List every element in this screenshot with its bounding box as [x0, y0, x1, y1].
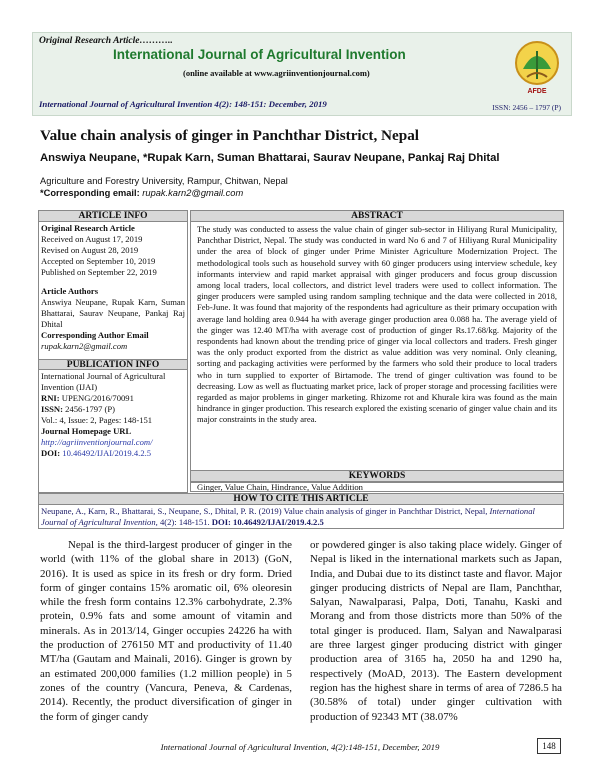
- citation-journal: International Journal of Agricultural Invention,: [41, 506, 535, 527]
- journal-issn: ISSN: 2456 – 1797 (P): [492, 103, 561, 112]
- journal-citation-line: International Journal of Agricultural Invention 4(2): 148-151: December, 2019: [39, 99, 327, 109]
- article-title: Value chain analysis of ginger in Panchthar District, Nepal: [40, 127, 420, 144]
- keywords-heading: KEYWORDS: [191, 471, 563, 482]
- revised-date: Revised on August 28, 2019: [41, 245, 139, 255]
- logo-label: AFDE: [527, 88, 547, 95]
- how-to-cite-text: [39, 505, 563, 529]
- homepage-link[interactable]: http://agriinventionjournal.com/: [41, 437, 153, 447]
- abstract-panel: [190, 210, 564, 483]
- corresponding-email-line: [40, 188, 243, 198]
- page-footer: International Journal of Agricultural Invention, 4(2):148-151, December, 2019: [160, 742, 440, 752]
- received-date: Received on August 17, 2019: [41, 234, 143, 244]
- affiliation: Agriculture and Forestry University, Rampur, Chitwan, Nepal: [40, 176, 288, 186]
- corr-email-heading: Corresponding Author Email: [41, 330, 149, 340]
- citation-vol: 4(2):: [159, 517, 177, 527]
- body-column-left: [40, 538, 292, 724]
- article-dates: [39, 222, 187, 353]
- corresponding-email[interactable]: rupak.karn2@gmail.com: [142, 188, 244, 198]
- keywords-text: Ginger, Value Chain, Hindrance, Value Addition: [197, 482, 363, 492]
- rni-label: RNI:: [41, 393, 60, 403]
- doi-label: DOI:: [41, 448, 61, 458]
- abstract-text: The study was conducted to assess the value chain of ginger sub-sector in Hiliyang Rural Municipality, Panchthar District, Nepal. The study was conducted in ward No 6 and 7 of Hiliyang Rural Municipality under the area of block of ginger under Prime Minister Agriculture Modernization Project. The methodological tools such as household survey with 60 ginger producers using interview schedule, key informants interview and rapid market appraisal with ginger producers and focus group discussion among local traders, local collectors, and district level traders were used to collect information. The ginger producers were sampled using random sampling technique and the data were collected in 2018, Feb-June. It was found that majority of the respondents had agriculture as their primary occupation with average land holding area 0.944 ha with average ginger production area 0.088 ha. The average yield of the ginger was 12.40 MT/ha with average cost of production of ginger Rs.17.68/kg. Majority of the respondents had known about the trending price of ginger via local collectors and traders. Fresh ginger was the only product exported from the district as value addition was very nominal. Only cleaning, sorting and packaging activities were performed by the farmers who sold their produce to local traders who in turn supplied to exporter of Birtamode. The trend of ginger cultivation was found to be decreasing. Low as well as fluctuating market price, lack of proper storage and processing facilities were regarded as major problems in ginger marketing. Rhizome rot and Khurale kira was found as the main hindrance in ginger production. This research explored the existing scenario of ginger value chain and its major constraints in the study area.: [197, 224, 557, 425]
- homepage-heading: Journal Homepage URL: [41, 426, 132, 436]
- corr-email-value[interactable]: rupak.karn2@gmail.com: [41, 341, 128, 351]
- citation-text: Neupane, A., Karn, R., Bhattarai, S., Neupane, S., Dhital, P. R. (2019) Value chain analysis of ginger in Panchthar District, Nepal,: [41, 506, 488, 516]
- citation-doi[interactable]: DOI: 10.46492/IJAI/2019.4.2.5: [211, 517, 324, 527]
- how-to-cite-heading: HOW TO CITE THIS ARTICLE: [39, 494, 563, 505]
- article-type: Original Research Article: [41, 223, 135, 233]
- authors-heading: Article Authors: [41, 286, 99, 296]
- journal-title[interactable]: International Journal of Agricultural Invention: [113, 47, 406, 62]
- body-column-right: [310, 538, 562, 724]
- published-date: Published on September 22, 2019: [41, 267, 157, 277]
- journal-name: International Journal of Agricultural Invention (IJAI): [41, 371, 166, 392]
- issn-label: ISSN:: [41, 404, 63, 414]
- article-info-heading: ARTICLE INFO: [39, 211, 187, 222]
- corresponding-label: *Corresponding email:: [40, 188, 140, 198]
- keywords-panel: [190, 470, 564, 492]
- publication-info-heading: PUBLICATION INFO: [39, 359, 187, 370]
- volume-info: Vol.: 4, Issue: 2, Pages: 148-151: [41, 415, 153, 425]
- publication-info: [39, 370, 187, 460]
- doi-link[interactable]: 10.46492/IJAI/2019.4.2.5: [62, 448, 152, 458]
- rni-value: UPENG/2016/70091: [61, 393, 134, 403]
- page-number: 148: [537, 738, 561, 754]
- citation-pages: 148-151.: [178, 517, 210, 527]
- authors-list: Answiya Neupane, Rupak Karn, Suman Bhattarai, Saurav Neupane, Pankaj Raj Dhital: [41, 297, 185, 329]
- accepted-date: Accepted on September 10, 2019: [41, 256, 156, 266]
- journal-online-note: (online available at www.agriinventionjournal.com): [183, 68, 370, 78]
- abstract-heading: ABSTRACT: [191, 211, 563, 222]
- article-type-label: Original Research Article………..: [39, 36, 173, 46]
- body-paragraph-cont: or powdered ginger is also taking place widely. Ginger of Nepal is liked in the international markets such as Japan, India, and Dubai due to its distinct taste and flavor. Major ginger producing districts of Nepal are Ilam, Panchthar, Salyan, Nawalparasi, Palpa, Doti, Tanahu, Kaski and Morang and from those districts more than 50% of the total ginger is produced. Ilam, Salyan and Nawalparasi are three largest ginger producing district with ginger production area of 3165 ha, 2050 ha and 1290 ha, respectively (MoAD, 2013). The Eastern development region has the highest share in terms of area of 7286.5 ha (30.58% of total) under ginger cultivation with production of 92343 MT (38.07%: [310, 539, 562, 723]
- issn-value: 2456-1797 (P): [65, 404, 116, 414]
- body-paragraph: Nepal is the third-largest producer of ginger in the world (with 11% of the global share in 2013) (GoN, 2016). It is used as spice in its fresh or dry form. Dried form of ginger contains 15% aromatic oil, 6% oleoresin while the fresh form contains 12.3% carbohydrate, 2.3% protein, 0.9% fats and some amount of vitamin and minerals. As in 2013/14, Ginger occupies 24226 ha with the production of 276150 MT and productivity of 11.40 MT/ha (Gautam and Mainali, 2016). Ginger is grown by an estimated 200,000 families (1.2 million people) in 5 zones of the country (Vancura, Peneva, & Cardenas, 2014). Recently, the product diversification of ginger in the form of ginger candy: [40, 539, 292, 723]
- how-to-cite-panel: [38, 493, 564, 529]
- journal-logo-icon: [513, 39, 561, 97]
- article-info-panel: [38, 210, 188, 493]
- journal-banner: [32, 32, 572, 116]
- article-authors: Answiya Neupane, *Rupak Karn, Suman Bhattarai, Saurav Neupane, Pankaj Raj Dhital: [40, 152, 500, 164]
